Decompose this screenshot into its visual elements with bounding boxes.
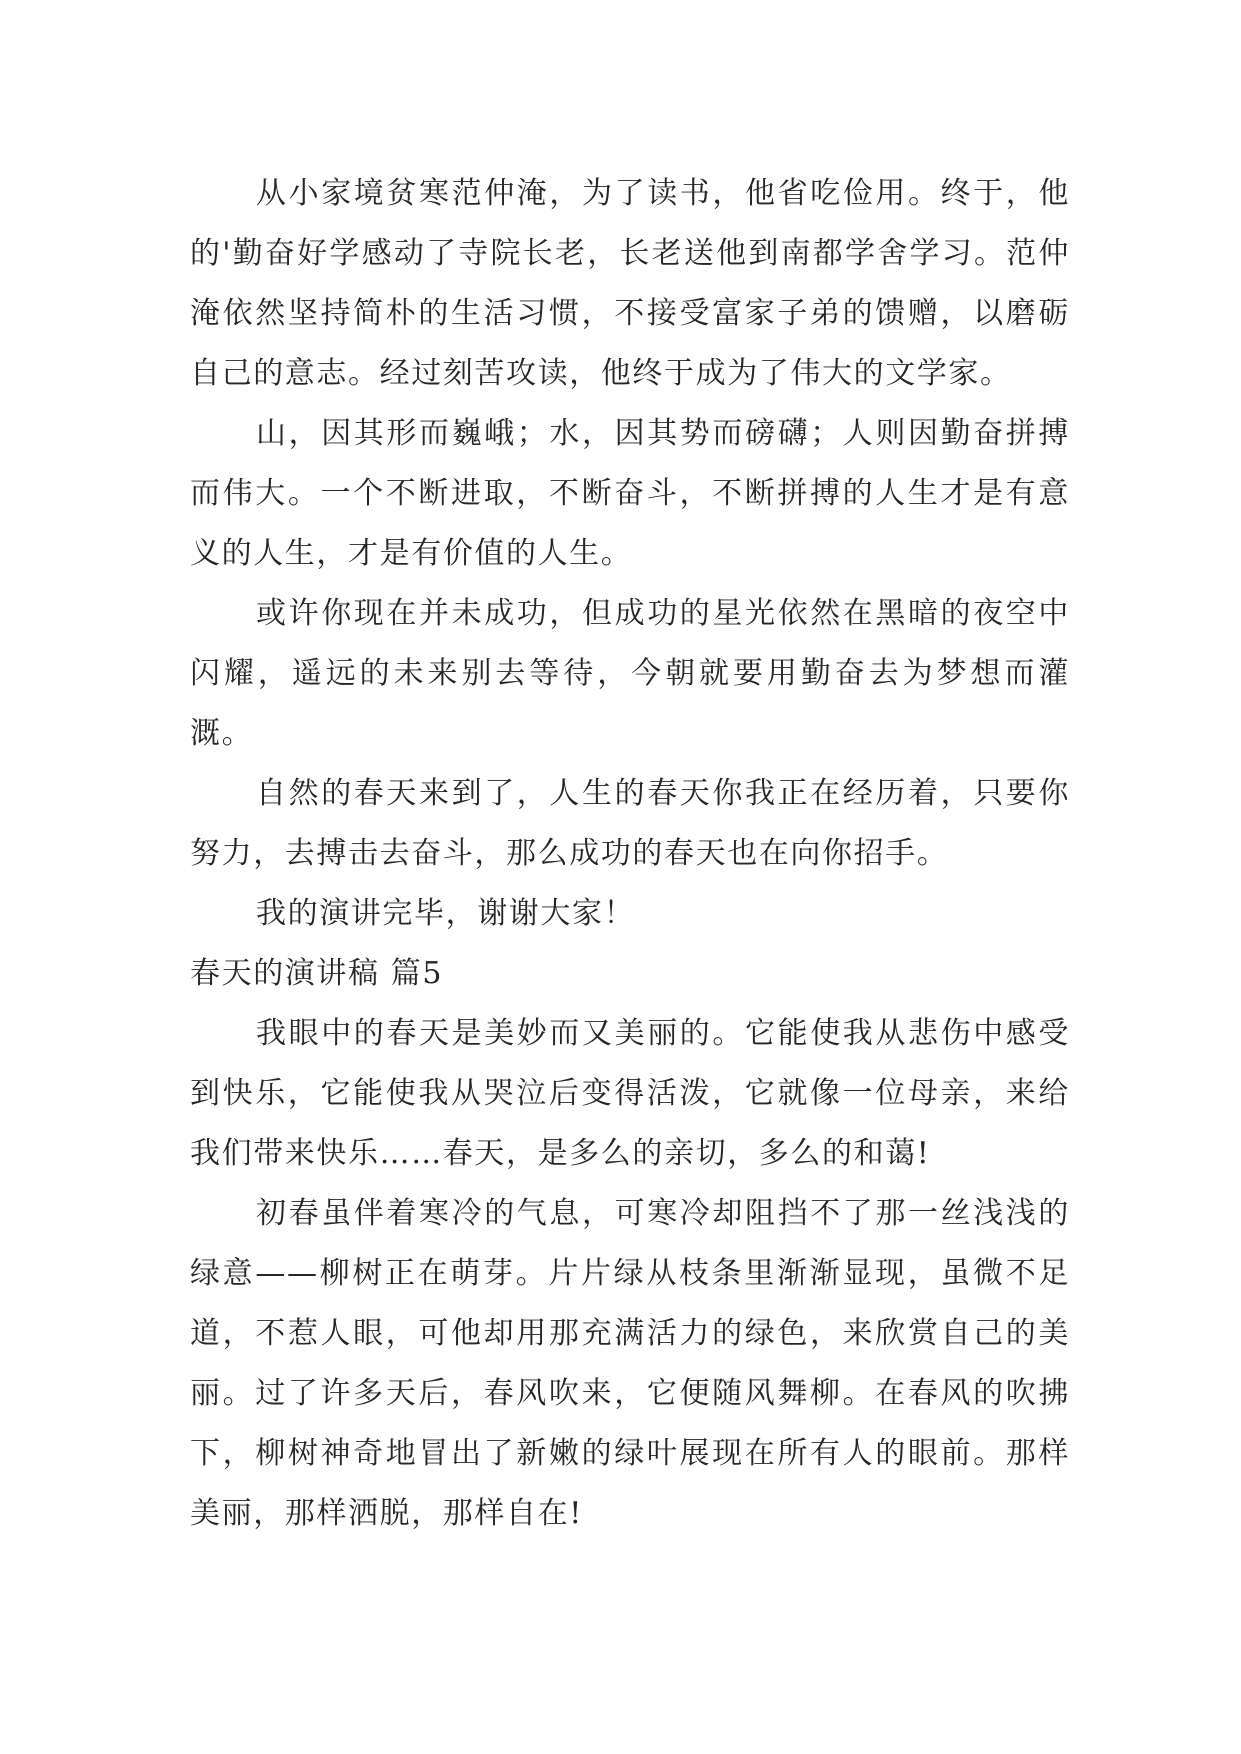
paragraph-fan-zhongyan: 从小家境贫寒范仲淹，为了读书，他省吃俭用。终于，他的'勤奋好学感动了寺院长老，长老送他到南都学舍学习。范仲淹依然坚持简朴的生活习惯，不接受富家子弟的馈赠，以磨砺自己的意志。经过刻苦攻读，他终于成为了伟大的文学家。: [190, 176, 1070, 391]
paragraph-early-spring-willow: 初春虽伴着寒冷的气息，可寒冷却阻挡不了那一丝浅浅的绿意——柳树正在萌芽。片片绿从枝条里渐渐显现，虽微不足道，不惹人眼，可他却用那充满活力的绿色，来欣赏自己的美丽。过了许多天后，春风吹来，它便随风舞柳。在春风的吹拂下，柳树神奇地冒出了新嫩的绿叶展现在所有人的眼前。那样美丽，那样洒脱，那样自在!: [190, 1196, 1070, 1531]
paragraph-success-starlight: 或许你现在并未成功，但成功的星光依然在黑暗的夜空中闪耀，遥远的未来别去等待，今朝就要用勤奋去为梦想而灌溉。: [190, 596, 1070, 751]
paragraph-closing-thanks: 我的演讲完毕，谢谢大家！: [256, 896, 636, 931]
document-body: [190, 164, 1070, 1544]
section-heading: 春天的演讲稿 篇5: [190, 956, 444, 991]
paragraph-spring-in-my-eyes: 我眼中的春天是美妙而又美丽的。它能使我从悲伤中感受到快乐，它能使我从哭泣后变得活泼，它就像一位母亲，来给我们带来快乐……春天，是多么的亲切，多么的和蔼!: [190, 1016, 1070, 1171]
paragraph-spring-of-life: 自然的春天来到了，人生的春天你我正在经历着，只要你努力，去搏击去奋斗，那么成功的春天也在向你招手。: [190, 776, 1070, 871]
paragraph-mountain-water: 山，因其形而巍峨；水，因其势而磅礴；人则因勤奋拼搏而伟大。一个不断进取，不断奋斗，不断拼搏的人生才是有意义的人生，才是有价值的人生。: [190, 416, 1070, 571]
